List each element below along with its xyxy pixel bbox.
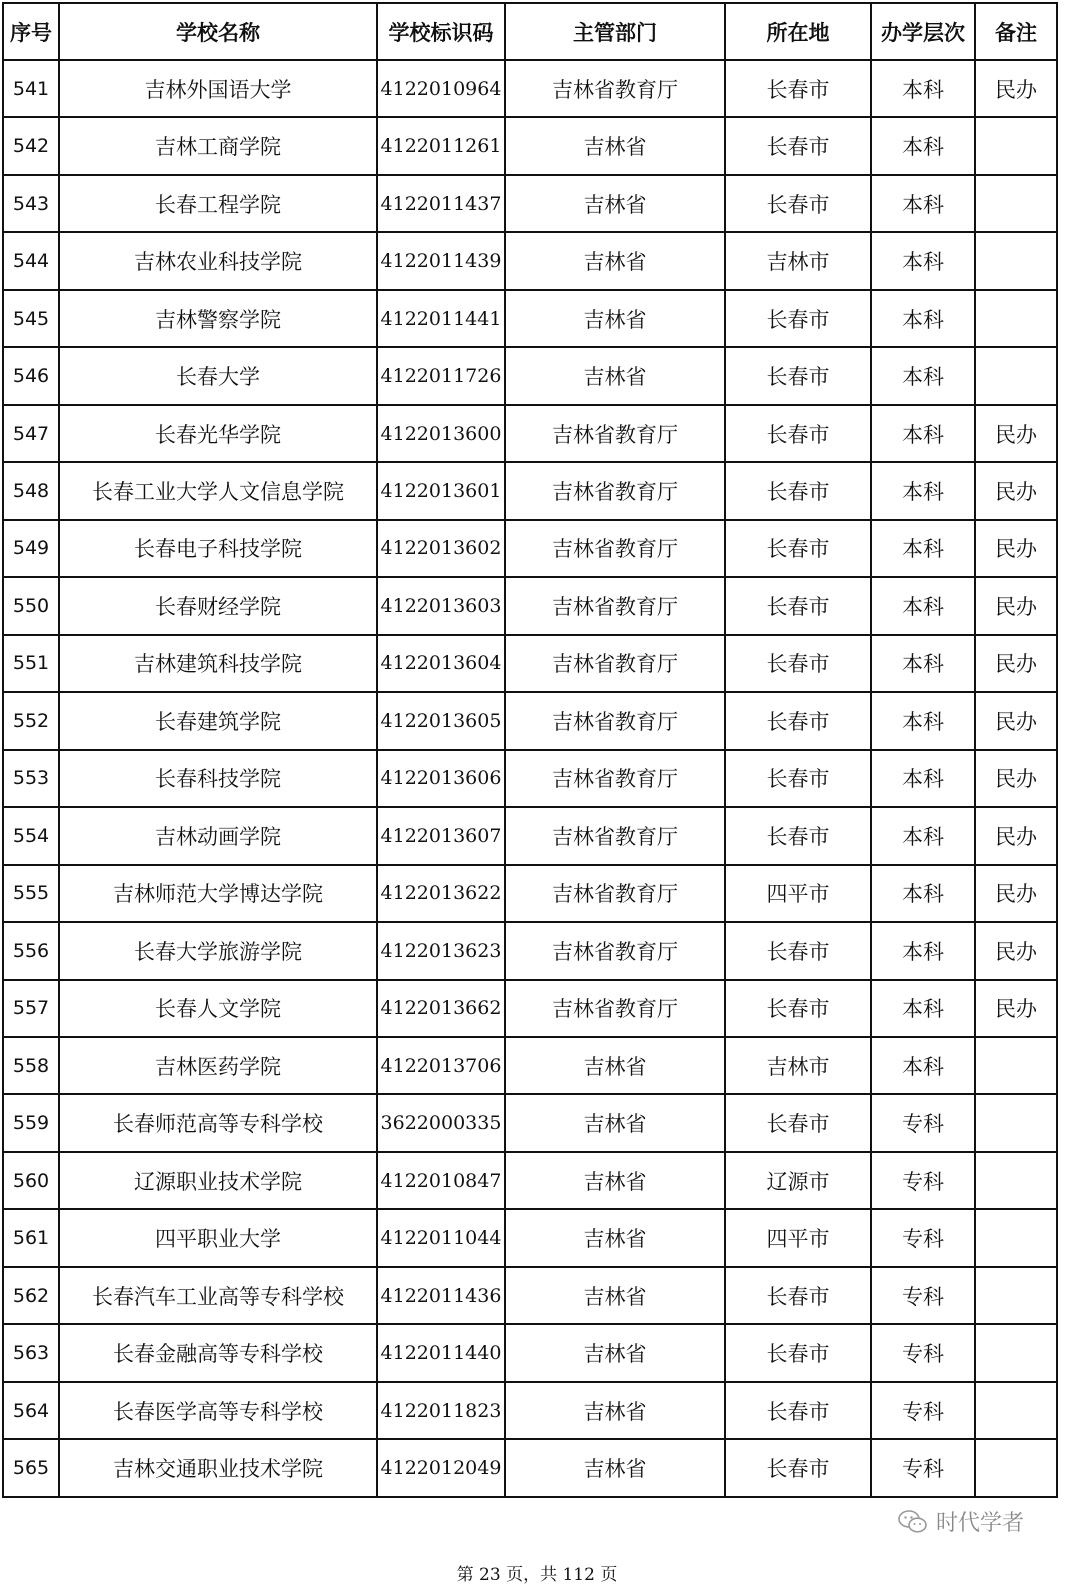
cell-department: 吉林省 <box>505 1037 725 1094</box>
cell-school-code: 4122013605 <box>377 692 505 749</box>
cell-remarks <box>975 117 1057 174</box>
table-body <box>3 60 1057 1497</box>
cell-school-name: 长春建筑学院 <box>59 692 377 749</box>
cell-school-name: 吉林警察学院 <box>59 290 377 347</box>
header-department: 主管部门 <box>505 3 725 60</box>
header-school-code: 学校标识码 <box>377 3 505 60</box>
cell-school-name: 四平职业大学 <box>59 1209 377 1266</box>
cell-level: 专科 <box>871 1152 975 1209</box>
cell-remarks <box>975 1209 1057 1266</box>
cell-school-name: 长春工程学院 <box>59 175 377 232</box>
cell-department: 吉林省 <box>505 1382 725 1439</box>
table-row <box>3 290 1057 347</box>
header-location: 所在地 <box>725 3 871 60</box>
header-row <box>3 3 1057 60</box>
cell-level: 本科 <box>871 692 975 749</box>
cell-remarks <box>975 290 1057 347</box>
cell-department: 吉林省教育厅 <box>505 405 725 462</box>
cell-department: 吉林省教育厅 <box>505 980 725 1037</box>
cell-location: 吉林市 <box>725 1037 871 1094</box>
cell-level: 本科 <box>871 980 975 1037</box>
cell-level: 专科 <box>871 1324 975 1381</box>
table-row <box>3 405 1057 462</box>
cell-school-code: 4122010847 <box>377 1152 505 1209</box>
cell-school-name: 长春大学 <box>59 347 377 404</box>
cell-school-code: 4122011436 <box>377 1267 505 1324</box>
cell-remarks: 民办 <box>975 405 1057 462</box>
watermark <box>898 1506 1024 1537</box>
table-row <box>3 1439 1057 1497</box>
cell-remarks <box>975 1439 1057 1497</box>
cell-school-code: 4122011439 <box>377 232 505 289</box>
cell-index: 547 <box>3 405 59 462</box>
cell-remarks <box>975 232 1057 289</box>
cell-department: 吉林省 <box>505 175 725 232</box>
cell-level: 本科 <box>871 1037 975 1094</box>
cell-remarks: 民办 <box>975 922 1057 979</box>
table-row <box>3 232 1057 289</box>
cell-location: 长春市 <box>725 347 871 404</box>
cell-department: 吉林省 <box>505 347 725 404</box>
cell-level: 本科 <box>871 865 975 922</box>
cell-index: 549 <box>3 520 59 577</box>
cell-location: 长春市 <box>725 290 871 347</box>
cell-department: 吉林省教育厅 <box>505 807 725 864</box>
cell-school-name: 吉林工商学院 <box>59 117 377 174</box>
table-row <box>3 980 1057 1037</box>
cell-department: 吉林省 <box>505 1094 725 1151</box>
cell-remarks: 民办 <box>975 462 1057 519</box>
cell-school-code: 4122012049 <box>377 1439 505 1497</box>
cell-department: 吉林省教育厅 <box>505 692 725 749</box>
cell-location: 长春市 <box>725 1094 871 1151</box>
cell-index: 545 <box>3 290 59 347</box>
cell-school-code: 4122013600 <box>377 405 505 462</box>
cell-index: 552 <box>3 692 59 749</box>
cell-location: 长春市 <box>725 577 871 634</box>
cell-school-name: 长春科技学院 <box>59 750 377 807</box>
cell-school-code: 4122011726 <box>377 347 505 404</box>
cell-department: 吉林省 <box>505 232 725 289</box>
cell-location: 长春市 <box>725 175 871 232</box>
cell-index: 553 <box>3 750 59 807</box>
cell-school-name: 吉林建筑科技学院 <box>59 635 377 692</box>
cell-department: 吉林省教育厅 <box>505 60 725 117</box>
cell-remarks <box>975 1382 1057 1439</box>
cell-remarks: 民办 <box>975 60 1057 117</box>
cell-index: 542 <box>3 117 59 174</box>
table-row <box>3 1037 1057 1094</box>
table-row <box>3 750 1057 807</box>
cell-index: 561 <box>3 1209 59 1266</box>
cell-school-name: 吉林师范大学博达学院 <box>59 865 377 922</box>
cell-school-code: 3622000335 <box>377 1094 505 1151</box>
cell-location: 四平市 <box>725 865 871 922</box>
cell-remarks: 民办 <box>975 692 1057 749</box>
cell-index: 560 <box>3 1152 59 1209</box>
cell-school-code: 4122011440 <box>377 1324 505 1381</box>
cell-level: 专科 <box>871 1094 975 1151</box>
cell-index: 565 <box>3 1439 59 1497</box>
cell-location: 长春市 <box>725 1439 871 1497</box>
table-row <box>3 462 1057 519</box>
table-row <box>3 692 1057 749</box>
cell-index: 551 <box>3 635 59 692</box>
cell-level: 专科 <box>871 1382 975 1439</box>
cell-level: 专科 <box>871 1209 975 1266</box>
table-row <box>3 60 1057 117</box>
cell-remarks: 民办 <box>975 807 1057 864</box>
table-row <box>3 117 1057 174</box>
cell-remarks <box>975 1152 1057 1209</box>
cell-level: 本科 <box>871 807 975 864</box>
cell-remarks <box>975 347 1057 404</box>
cell-location: 长春市 <box>725 980 871 1037</box>
cell-index: 563 <box>3 1324 59 1381</box>
cell-level: 本科 <box>871 922 975 979</box>
cell-school-name: 吉林外国语大学 <box>59 60 377 117</box>
table-row <box>3 807 1057 864</box>
cell-level: 本科 <box>871 347 975 404</box>
cell-department: 吉林省 <box>505 117 725 174</box>
cell-index: 548 <box>3 462 59 519</box>
cell-level: 本科 <box>871 520 975 577</box>
cell-location: 四平市 <box>725 1209 871 1266</box>
table-row <box>3 520 1057 577</box>
cell-department: 吉林省 <box>505 290 725 347</box>
cell-school-code: 4122013622 <box>377 865 505 922</box>
cell-location: 长春市 <box>725 462 871 519</box>
cell-remarks: 民办 <box>975 980 1057 1037</box>
table-row <box>3 1267 1057 1324</box>
table-row <box>3 1094 1057 1151</box>
cell-index: 559 <box>3 1094 59 1151</box>
cell-index: 556 <box>3 922 59 979</box>
cell-location: 辽源市 <box>725 1152 871 1209</box>
cell-index: 541 <box>3 60 59 117</box>
cell-department: 吉林省教育厅 <box>505 750 725 807</box>
cell-location: 长春市 <box>725 1267 871 1324</box>
header-remarks: 备注 <box>975 3 1057 60</box>
cell-remarks <box>975 1094 1057 1151</box>
cell-index: 544 <box>3 232 59 289</box>
cell-location: 长春市 <box>725 60 871 117</box>
cell-index: 564 <box>3 1382 59 1439</box>
cell-department: 吉林省教育厅 <box>505 462 725 519</box>
cell-remarks: 民办 <box>975 520 1057 577</box>
cell-department: 吉林省 <box>505 1267 725 1324</box>
cell-level: 本科 <box>871 175 975 232</box>
cell-school-name: 吉林农业科技学院 <box>59 232 377 289</box>
cell-department: 吉林省教育厅 <box>505 922 725 979</box>
cell-department: 吉林省 <box>505 1152 725 1209</box>
cell-school-name: 长春医学高等专科学校 <box>59 1382 377 1439</box>
cell-index: 557 <box>3 980 59 1037</box>
cell-location: 长春市 <box>725 692 871 749</box>
cell-school-code: 4122013601 <box>377 462 505 519</box>
table-row <box>3 1209 1057 1266</box>
table-row <box>3 577 1057 634</box>
cell-department: 吉林省教育厅 <box>505 577 725 634</box>
cell-school-code: 4122013706 <box>377 1037 505 1094</box>
header-level: 办学层次 <box>871 3 975 60</box>
table-row <box>3 635 1057 692</box>
header-school-name: 学校名称 <box>59 3 377 60</box>
cell-school-name: 吉林医药学院 <box>59 1037 377 1094</box>
cell-school-code: 4122011823 <box>377 1382 505 1439</box>
cell-school-code: 4122011437 <box>377 175 505 232</box>
cell-school-name: 长春电子科技学院 <box>59 520 377 577</box>
cell-index: 562 <box>3 1267 59 1324</box>
cell-location: 吉林市 <box>725 232 871 289</box>
table-row <box>3 347 1057 404</box>
cell-level: 本科 <box>871 60 975 117</box>
cell-remarks <box>975 1037 1057 1094</box>
cell-location: 长春市 <box>725 635 871 692</box>
cell-department: 吉林省教育厅 <box>505 635 725 692</box>
cell-location: 长春市 <box>725 405 871 462</box>
table-row <box>3 1382 1057 1439</box>
wechat-icon <box>898 1509 928 1535</box>
cell-remarks <box>975 1267 1057 1324</box>
cell-school-code: 4122013603 <box>377 577 505 634</box>
cell-index: 555 <box>3 865 59 922</box>
cell-school-code: 4122011441 <box>377 290 505 347</box>
cell-level: 本科 <box>871 232 975 289</box>
table-row <box>3 1324 1057 1381</box>
table-row <box>3 865 1057 922</box>
cell-remarks: 民办 <box>975 577 1057 634</box>
cell-level: 本科 <box>871 635 975 692</box>
cell-index: 546 <box>3 347 59 404</box>
cell-school-code: 4122010964 <box>377 60 505 117</box>
cell-location: 长春市 <box>725 117 871 174</box>
cell-school-code: 4122011044 <box>377 1209 505 1266</box>
cell-department: 吉林省 <box>505 1209 725 1266</box>
cell-level: 本科 <box>871 290 975 347</box>
cell-school-code: 4122013606 <box>377 750 505 807</box>
cell-level: 专科 <box>871 1439 975 1497</box>
cell-level: 本科 <box>871 750 975 807</box>
table-row <box>3 922 1057 979</box>
cell-school-name: 长春光华学院 <box>59 405 377 462</box>
cell-school-name: 长春金融高等专科学校 <box>59 1324 377 1381</box>
cell-location: 长春市 <box>725 1324 871 1381</box>
cell-school-name: 长春师范高等专科学校 <box>59 1094 377 1151</box>
header-index: 序号 <box>3 3 59 60</box>
cell-school-code: 4122013604 <box>377 635 505 692</box>
watermark-text: 时代学者 <box>935 1511 1024 1536</box>
cell-remarks: 民办 <box>975 865 1057 922</box>
cell-school-name: 长春汽车工业高等专科学校 <box>59 1267 377 1324</box>
cell-school-code: 4122013602 <box>377 520 505 577</box>
cell-department: 吉林省 <box>505 1439 725 1497</box>
cell-school-name: 长春大学旅游学院 <box>59 922 377 979</box>
cell-school-code: 4122011261 <box>377 117 505 174</box>
cell-department: 吉林省 <box>505 1324 725 1381</box>
cell-remarks: 民办 <box>975 635 1057 692</box>
cell-school-code: 4122013623 <box>377 922 505 979</box>
cell-school-name: 吉林动画学院 <box>59 807 377 864</box>
cell-level: 本科 <box>871 462 975 519</box>
cell-level: 本科 <box>871 577 975 634</box>
cell-level: 本科 <box>871 405 975 462</box>
cell-school-code: 4122013607 <box>377 807 505 864</box>
cell-level: 本科 <box>871 117 975 174</box>
cell-remarks <box>975 175 1057 232</box>
cell-department: 吉林省教育厅 <box>505 520 725 577</box>
cell-index: 558 <box>3 1037 59 1094</box>
cell-location: 长春市 <box>725 520 871 577</box>
cell-school-name: 长春人文学院 <box>59 980 377 1037</box>
cell-school-code: 4122013662 <box>377 980 505 1037</box>
cell-school-name: 长春工业大学人文信息学院 <box>59 462 377 519</box>
cell-school-name: 辽源职业技术学院 <box>59 1152 377 1209</box>
cell-school-name: 吉林交通职业技术学院 <box>59 1439 377 1497</box>
cell-department: 吉林省教育厅 <box>505 865 725 922</box>
table-row <box>3 1152 1057 1209</box>
cell-location: 长春市 <box>725 1382 871 1439</box>
school-table <box>2 2 1058 1498</box>
page-footer: 第 23 页，共 112 页 <box>456 1565 618 1585</box>
cell-location: 长春市 <box>725 750 871 807</box>
table-header <box>3 3 1057 60</box>
cell-index: 550 <box>3 577 59 634</box>
cell-index: 543 <box>3 175 59 232</box>
cell-level: 专科 <box>871 1267 975 1324</box>
cell-school-name: 长春财经学院 <box>59 577 377 634</box>
cell-location: 长春市 <box>725 807 871 864</box>
cell-index: 554 <box>3 807 59 864</box>
cell-location: 长春市 <box>725 922 871 979</box>
cell-remarks <box>975 1324 1057 1381</box>
table-row <box>3 175 1057 232</box>
cell-remarks: 民办 <box>975 750 1057 807</box>
